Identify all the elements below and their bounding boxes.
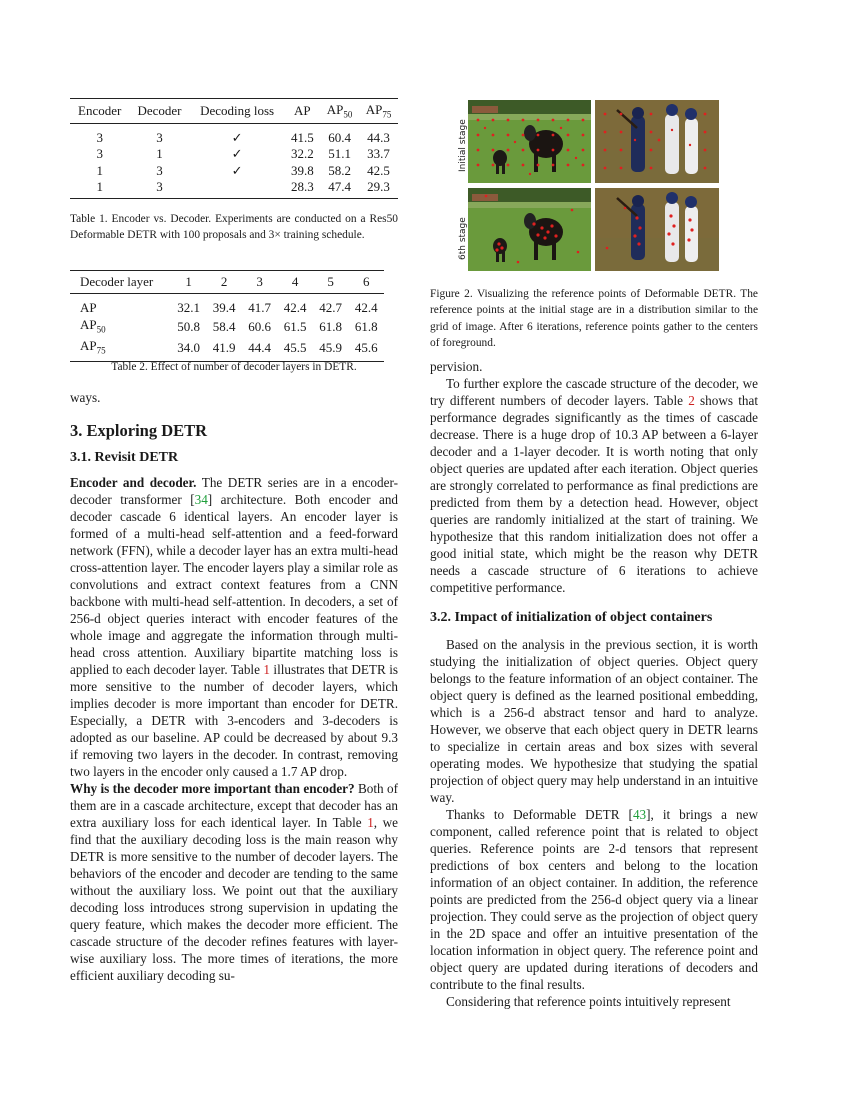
paragraph: ways.: [70, 390, 101, 405]
cell: 1: [156, 146, 163, 162]
cell: 41.7: [248, 300, 271, 315]
row-label: $AP_{50}$: [80, 316, 106, 335]
figure-2-caption: Figure 2. Visualizing the reference points of Deformable DETR. The reference points at the initial stage are in a distribution similar to the grid of image. After 6 iterations, reference points gather to the centers of foreground.: [430, 288, 758, 350]
cell: 3: [96, 146, 103, 162]
citation-link[interactable]: 34: [194, 492, 208, 507]
cell: 42.4: [283, 300, 307, 315]
subsection-title: 3.1. Revisit DETR: [70, 450, 179, 465]
baseball-photo-6th: [595, 188, 719, 271]
paragraph: Considering that reference points intuitively represent: [446, 994, 731, 1009]
cell: 45.9: [313, 338, 349, 362]
cell: 61.5: [283, 318, 307, 334]
cell: 42.5: [367, 162, 390, 178]
paragraph: Encoder and decoder. The DETR series are in a encoder-decoder transformer [34] architecture. Both encoder and decoder cascade 6 identical layers. An encoder layer is formed of a multi-head self-attention and a feed-forward network (FFN), while a decoder layer has an extra multi-head cross-attention layer. The encoder layers play a similar role as convolutions and extract context features from a CNN backbone with multi-head self-attention. In decoders, a set of 256-d object queries interact with encoder features of the whole image and aggregate the information through multi-head cross attention. Auxiliary bipartite matching loss is applied to each decoder layer. Table 1 illustrates that DETR is more sensitive to the number of decoder layers, which implies decoder is more important than encoder for DETR. Especially, a DETR with 3-encoders and 3-decoders is adopted as our baseline. AP could be decreased by about 9.3 if removing two layers in the decoder. In contrast, removing two layers in the encoder only caused a 1.7 AP drop.: [70, 475, 399, 779]
row-label-initial: Initial stage: [458, 119, 468, 172]
cell: 45.5: [277, 338, 313, 362]
cell: 39.8: [290, 162, 314, 178]
right-body: [430, 358, 758, 1010]
cell: 3: [156, 129, 163, 145]
cell: 1: [70, 179, 129, 198]
cell: 32.1: [177, 300, 200, 315]
t2-header: 5: [313, 271, 349, 294]
cell: 44.3: [367, 129, 390, 145]
cell: 42.4: [354, 300, 378, 315]
table-1: [70, 98, 398, 199]
table-2-caption: Table 2. Effect of number of decoder layers in DETR.: [111, 361, 357, 373]
cell: 1: [96, 162, 103, 178]
cell: 47.4: [320, 179, 359, 198]
t1-header: AP: [285, 99, 321, 124]
table-ref-link[interactable]: 1: [263, 662, 270, 677]
cell: 41.9: [206, 338, 242, 362]
check-icon: ✓: [231, 129, 243, 145]
table-ref-link[interactable]: 2: [688, 393, 695, 408]
figure-2: [448, 100, 760, 272]
check-icon: ✓: [231, 162, 243, 178]
row-label: $AP_{75}$: [70, 338, 171, 362]
cell: 41.5: [290, 129, 314, 145]
table-row: [70, 338, 384, 362]
row-label: AP: [80, 300, 97, 315]
paragraph: pervision.: [430, 359, 483, 374]
cell: 61.8: [319, 318, 342, 334]
t1-header: Decoder: [129, 99, 189, 124]
t1-header: $AP_{75}$: [359, 99, 398, 124]
citation-link[interactable]: 43: [632, 807, 647, 822]
check-icon: ✓: [231, 146, 243, 162]
table-row: [70, 179, 398, 198]
paragraph: Thanks to Deformable DETR [43], it brings a new component, called reference point that is related to object queries. Reference points are 2-d tensors that represent predictions of box centers and belong to the location information of an object container. In addition, the reference points are predicted from the 256-d object query via a linear projection. They could serve as the projection of object query in the 2D space and offer an intuitive presentation of the location information in object query. The reference point and object query are updated during iterations of decoders and contribute to the final results.: [430, 807, 758, 992]
cell: 42.7: [319, 300, 342, 315]
cell: 3: [96, 129, 103, 145]
table-ref-link[interactable]: 1: [367, 815, 374, 830]
cell: [190, 179, 285, 198]
table-row: [70, 317, 384, 338]
subsection-title: 3.2. Impact of initialization of object containers: [430, 610, 713, 625]
cell: 28.3: [285, 179, 321, 198]
cell: 58.4: [212, 318, 236, 334]
cow-photo-6th: [468, 188, 591, 271]
t1-header: $AP_{50}$: [320, 99, 359, 124]
cell: 61.8: [354, 318, 378, 334]
cell: 29.3: [359, 179, 398, 198]
t2-header: 3: [242, 271, 278, 294]
cell: 50.8: [177, 318, 200, 334]
cell: 44.4: [242, 338, 278, 362]
cell: 3: [129, 179, 189, 198]
cow-photo-initial: [468, 100, 591, 183]
table-row: [70, 294, 384, 317]
cell: 32.2: [290, 146, 314, 162]
table-2: [70, 270, 384, 362]
baseball-photo-initial: [595, 100, 719, 183]
row-label-6th: 6th stage: [458, 217, 468, 260]
cell: 45.6: [348, 338, 384, 362]
t1-header: Decoding loss: [190, 99, 285, 124]
cell: 58.2: [328, 162, 351, 178]
t2-header: 1: [171, 271, 207, 294]
cell: 34.0: [171, 338, 207, 362]
paragraph: Based on the analysis in the previous section, it is worth studying the initialization of object queries. Object query belongs to the feature information of an object container. The object query is defined as the learned positional embedding, which is a 256-d abstract tensor and hard to analyze. However, we observe that each object query in DETR learns to specialize in certain areas and box sizes with several operating modes. We hypothesize that studying the spatial projection of object query may help understand in an intuitive way.: [430, 637, 758, 805]
cell: 60.4: [328, 129, 351, 145]
t1-header: Encoder: [70, 99, 129, 124]
cell: 33.7: [367, 146, 390, 162]
left-body: [70, 389, 398, 984]
cell: 51.1: [328, 146, 351, 162]
table-row: [70, 146, 398, 163]
t2-header: 4: [277, 271, 313, 294]
t2-header: 6: [348, 271, 384, 294]
cell: 3: [156, 162, 163, 178]
cell: 39.4: [212, 300, 236, 315]
cell: 60.6: [248, 318, 271, 334]
table-row: [70, 163, 398, 180]
t2-header: 2: [206, 271, 242, 294]
table-1-caption: Table 1. Encoder vs. Decoder. Experiments are conducted on a Res50 Deformable DETR with 100 proposals and 3× training schedule.: [70, 213, 398, 242]
paragraph: Why is the decoder more important than encoder? Both of them are in a cascade architecture, except that decoder has an extra auxiliary loss for each identical layer. In Table 1, we find that the auxiliary decoding loss is the main reason why DETR is more sensitive to the number of decoder layers. The behaviors of the encoder and decoder are tending to the same without the auxiliary loss. We point out that the auxiliary decoding loss introduces strong supervision in updating the query feature, which makes the decoder more efficient. The cascade structure of the decoder refines features with layer-wise auxiliary loss. The more times of iterations, the more efficient auxiliary decoding su-: [70, 781, 398, 983]
t2-header: Decoder layer: [70, 271, 171, 294]
section-title: 3. Exploring DETR: [70, 421, 208, 440]
paragraph: To further explore the cascade structure of the decoder, we try different numbers of decoder layers. Table 2 shows that performance degrades significantly as the times of cascade decrease. There is a huge drop of 10.3 AP between a 6-layer decoder and a 1-layer decoder. It is worth noting that only object queries are updated after each iteration. Object queries are strongly correlated to performance as final predictions are predicted from them by a detection head. However, object queries are randomly initialized at the start of training. We hypothesize that this random initialization does not offer a good initial state, which might be the reason why DETR needs a cascade structure of 6 iterations to achieve competitive performance.: [430, 376, 759, 595]
table-row: [70, 123, 398, 146]
